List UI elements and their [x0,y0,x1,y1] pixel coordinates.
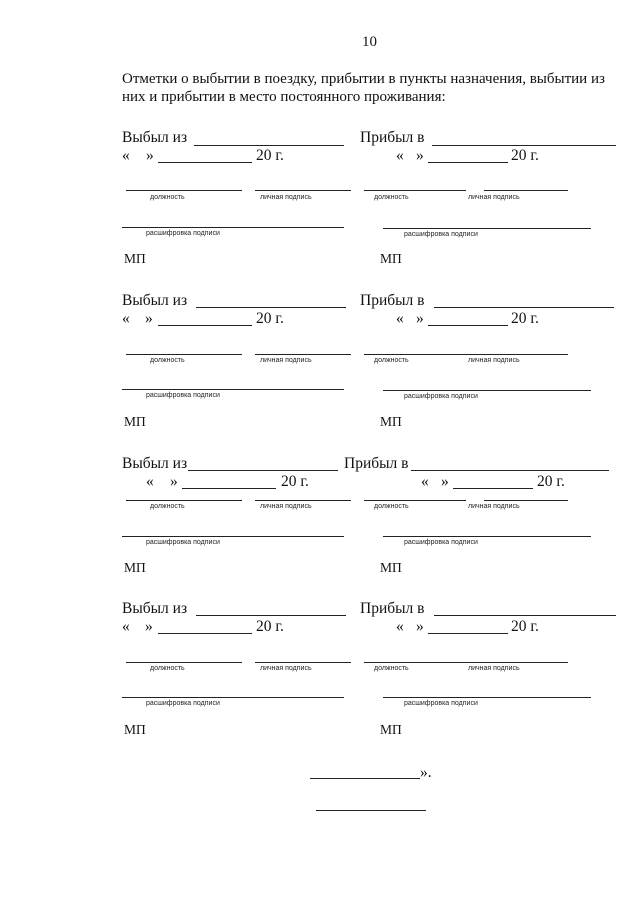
year-label: 20 г. [256,310,284,327]
page-number: 10 [362,34,377,50]
seal-label: МП [380,414,402,429]
departed-from-field[interactable] [188,470,338,471]
year-label: 20 г. [511,310,539,327]
signature-caption: личная подпись [468,503,520,510]
departed-from-label: Выбыл из [122,600,188,617]
year-label: 20 г. [256,147,284,164]
departed-from-field[interactable] [196,615,346,616]
arrival-date-field[interactable] [428,633,508,634]
position-caption: должность [374,665,409,672]
position-field[interactable] [126,354,242,355]
signature-caption: личная подпись [468,194,520,201]
quote-close: » [145,310,153,327]
arrival-date-field[interactable] [453,488,533,489]
year-label: 20 г. [511,618,539,635]
position-field[interactable] [126,500,242,501]
closing-field[interactable] [310,778,420,779]
departure-date-field[interactable] [158,325,252,326]
seal-label: МП [380,722,402,737]
year-label: 20 г. [281,473,309,490]
signature-caption: личная подпись [468,357,520,364]
position-caption: должность [374,503,409,510]
position-field[interactable] [126,662,242,663]
signature-field[interactable] [466,662,568,663]
year-label: 20 г. [511,147,539,164]
transcript-field[interactable] [383,697,591,698]
transcript-caption: расшифровка подписи [404,393,478,400]
seal-label: МП [124,560,146,575]
quote-open: « [396,618,404,635]
departure-date-field[interactable] [158,162,252,163]
transcript-caption: расшифровка подписи [404,231,478,238]
position-caption: должность [374,357,409,364]
signature-caption: личная подпись [260,357,312,364]
position-field[interactable] [364,662,466,663]
quote-close: » [416,310,424,327]
transcript-caption: расшифровка подписи [146,700,220,707]
quote-open: « [122,618,130,635]
transcript-caption: расшифровка подписи [146,230,220,237]
position-caption: должность [150,357,185,364]
arrived-at-field[interactable] [411,470,609,471]
quote-close: » [416,147,424,164]
position-caption: должность [150,665,185,672]
quote-close: » [145,618,153,635]
seal-label: МП [124,414,146,429]
departure-date-field[interactable] [158,633,252,634]
signature-caption: личная подпись [260,503,312,510]
quote-close: » [441,473,449,490]
quote-open: « [122,310,130,327]
arrival-date-field[interactable] [428,325,508,326]
quote-close: » [170,473,178,490]
departed-from-field[interactable] [194,145,344,146]
seal-label: МП [124,722,146,737]
transcript-field[interactable] [383,228,591,229]
closing-rule [316,810,426,811]
transcript-field[interactable] [122,697,344,698]
departed-from-label: Выбыл из [122,129,188,146]
departed-from-label: Выбыл из [122,292,188,309]
transcript-field[interactable] [122,536,344,537]
position-field[interactable] [126,190,242,191]
signature-field[interactable] [466,354,568,355]
transcript-field[interactable] [122,389,344,390]
quote-open: « [146,473,154,490]
transcript-caption: расшифровка подписи [404,539,478,546]
arrived-at-label: Прибыл в [344,455,409,472]
quote-open: « [396,147,404,164]
position-field[interactable] [364,354,466,355]
transcript-field[interactable] [383,390,591,391]
quote-close: » [146,147,154,164]
arrived-at-label: Прибыл в [360,129,425,146]
signature-caption: личная подпись [468,665,520,672]
transcript-caption: расшифровка подписи [404,700,478,707]
signature-field[interactable] [255,662,351,663]
signature-field[interactable] [484,500,568,501]
arrival-date-field[interactable] [428,162,508,163]
transcript-caption: расшифровка подписи [146,392,220,399]
arrived-at-field[interactable] [432,145,616,146]
quote-open: « [421,473,429,490]
transcript-caption: расшифровка подписи [146,539,220,546]
position-field[interactable] [364,500,466,501]
departed-from-label: Выбыл из [122,455,188,472]
departed-from-field[interactable] [196,307,346,308]
arrived-at-label: Прибыл в [360,600,425,617]
closing-quote: ». [420,764,432,781]
arrived-at-label: Прибыл в [360,292,425,309]
transcript-field[interactable] [122,227,344,228]
departure-date-field[interactable] [182,488,276,489]
quote-open: « [122,147,130,164]
position-caption: должность [150,503,185,510]
section-heading: Отметки о выбытии в поездку, прибытии в пункты назначения, выбытии из них и прибытии в место постоянного проживания: [122,71,605,105]
seal-label: МП [124,251,146,266]
arrived-at-field[interactable] [434,615,616,616]
seal-label: МП [380,560,402,575]
position-caption: должность [150,194,185,201]
signature-caption: личная подпись [260,194,312,201]
transcript-field[interactable] [383,536,591,537]
signature-field[interactable] [255,354,351,355]
year-label: 20 г. [256,618,284,635]
quote-close: » [416,618,424,635]
signature-caption: личная подпись [260,665,312,672]
position-field[interactable] [364,190,466,191]
seal-label: МП [380,251,402,266]
signature-field[interactable] [484,190,568,191]
year-label: 20 г. [537,473,565,490]
quote-open: « [396,310,404,327]
arrived-at-field[interactable] [434,307,614,308]
signature-field[interactable] [255,500,351,501]
signature-field[interactable] [255,190,351,191]
position-caption: должность [374,194,409,201]
